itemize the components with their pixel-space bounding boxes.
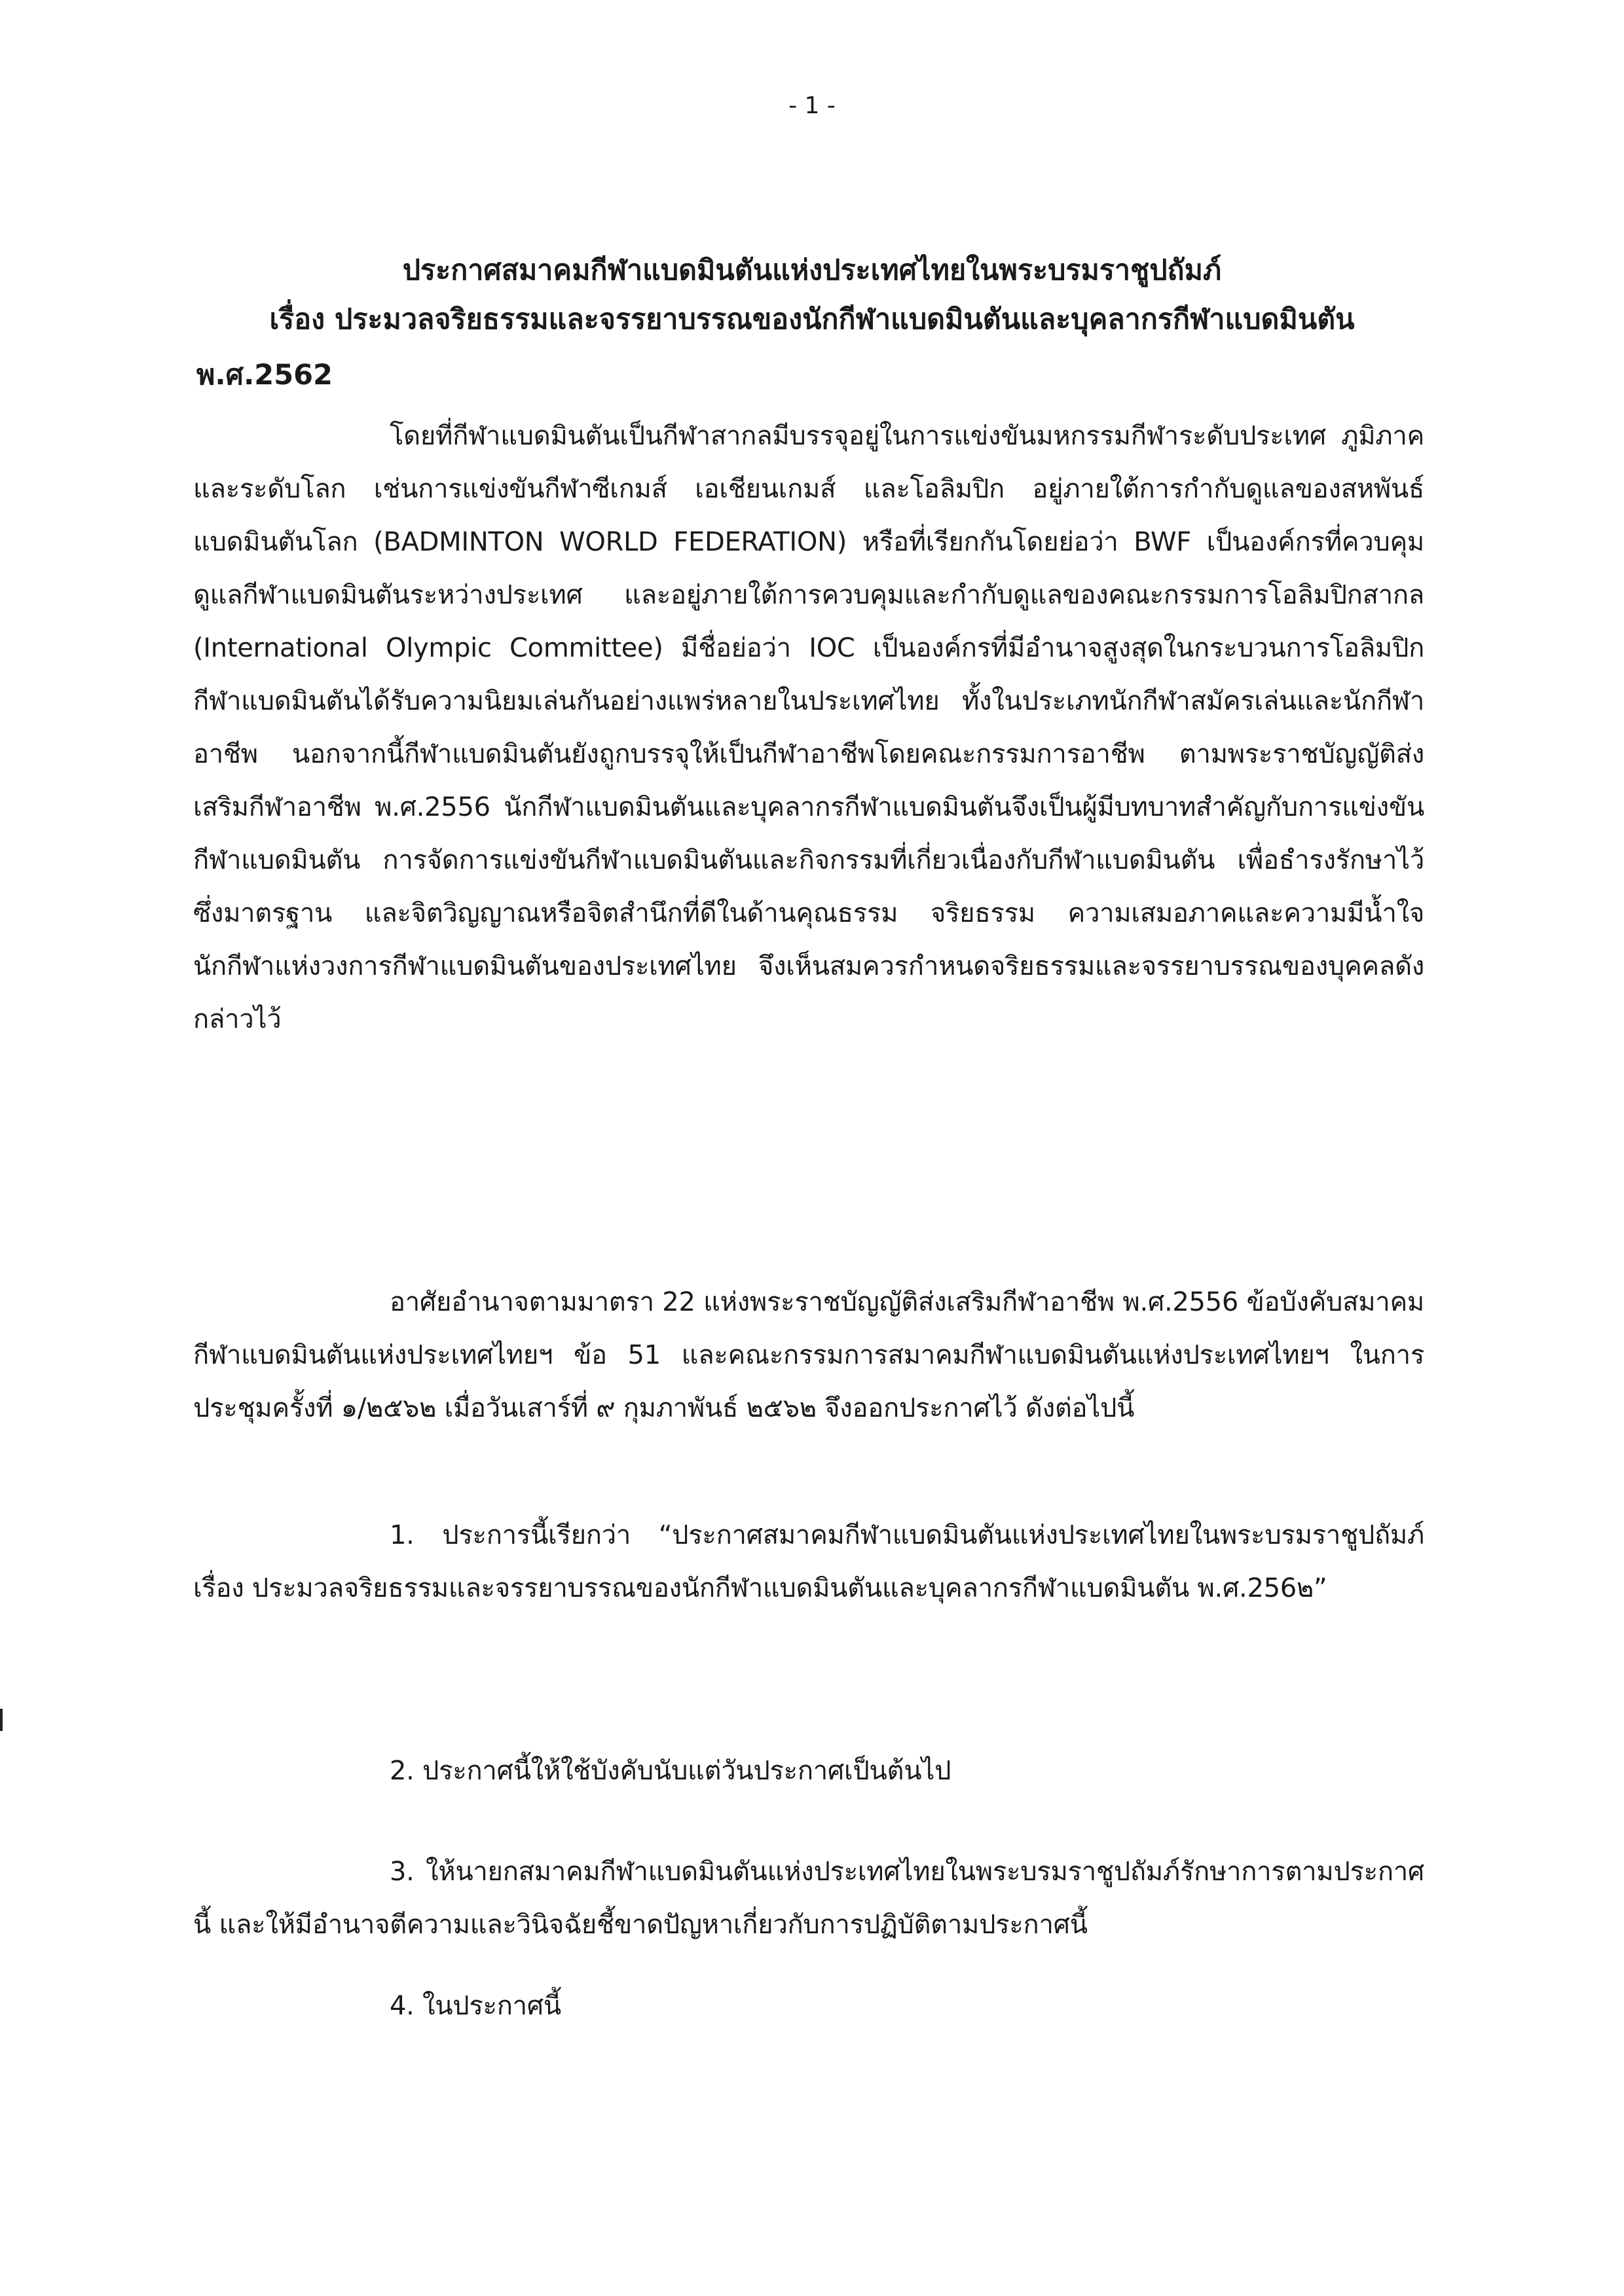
- title-line-1: ประกาศสมาคมกีฬาแบดมินตันแห่งประเทศไทยในพระบรมราชูปถัมภ์: [402, 254, 1222, 287]
- page-number: - 1 -: [788, 92, 836, 119]
- authority-paragraph: อาศัยอำนาจตามมาตรา 22 แห่งพระราชบัญญัติส่งเสริมกีฬาอาชีพ พ.ศ.2556 ข้อบังคับสมาคมกีฬาแบดมินตันแห่งประเทศไทยฯ ข้อ 51 และคณะกรรมการสมาคมกีฬาแบดมินตันแห่งประเทศไทยฯ ในการประชุมครั้งที่ ๑/๒๕๖๒ เมื่อวันเสาร์ที่ ๙ กุมภาพันธ์ ๒๕๖๒ จึงออกประกาศไว้ ดังต่อไปนี้: [193, 1287, 1424, 1423]
- title-line-2: เรื่อง ประมวลจริยธรรมและจรรยาบรรณของนักกีฬาแบดมินตันและบุคลากรกีฬาแบดมินตัน: [269, 303, 1355, 336]
- clause-3: 3. ให้นายกสมาคมกีฬาแบดมินตันแห่งประเทศไทยในพระบรมราชูปถัมภ์รักษาการตามประกาศนี้ และให้มีอำนาจตีความและวินิจฉัยชี้ขาดปัญหาเกี่ยวกับการปฏิบัติตามประกาศนี้: [193, 1857, 1424, 1940]
- scan-edge-mark: [0, 1709, 3, 1731]
- clause-4: 4. ในประกาศนี้: [390, 1991, 561, 2021]
- clause-2: 2. ประกาศนี้ให้ใช้บังคับนับแต่วันประกาศเป็นต้นไป: [390, 1756, 951, 1786]
- title-year: พ.ศ.2562: [196, 359, 333, 392]
- preamble-paragraph: โดยที่กีฬาแบดมินตันเป็นกีฬาสากลมีบรรจุอยู่ในการแข่งขันมหกรรมกีฬาระดับประเทศ ภูมิภาค และระดับโลก เช่นการแข่งขันกีฬาซีเกมส์ เอเชียนเกมส์ และโอลิมปิก อยู่ภายใต้การกำกับดูแลของสหพันธ์แบดมินตันโลก (BADMINTON WORLD FEDERATION) หรือที่เรียกกันโดยย่อว่า BWF เป็นองค์กรที่ควบคุมดูแลกีฬาแบดมินตันระหว่างประเทศ และอยู่ภายใต้การควบคุมและกำกับดูแลของคณะกรรมการโอลิมปิกสากล (International Olympic Committee) มีชื่อย่อว่า IOC เป็นองค์กรที่มีอำนาจสูงสุดในกระบวนการโอลิมปิก กีฬาแบดมินตันได้รับความนิยมเล่นกันอย่างแพร่หลายในประเทศไทย ทั้งในประเภทนักกีฬาสมัครเล่นและนักกีฬาอาชีพ นอกจากนี้กีฬาแบดมินตันยังถูกบรรจุให้เป็นกีฬาอาชีพโดยคณะกรรมการอาชีพ ตามพระราชบัญญัติส่งเสริมกีฬาอาชีพ พ.ศ.2556 นักกีฬาแบดมินตันและบุคลากรกีฬาแบดมินตันจึงเป็นผู้มีบทบาทสำคัญกับการแข่งขันกีฬาแบดมินตัน การจัดการแข่งขันกีฬาแบดมินตันและกิจกรรมที่เกี่ยวเนื่องกับกีฬาแบดมินตัน เพื่อธำรงรักษาไว้ซึ่งมาตรฐาน และจิตวิญญาณหรือจิตสำนึกที่ดีในด้านคุณธรรม จริยธรรม ความเสมอภาคและความมีน้ำใจนักกีฬาแห่งวงการกีฬาแบดมินตันของประเทศไทย จึงเห็นสมควรกำหนดจริยธรรมและจรรยาบรรณของบุคคลดังกล่าวไว้: [193, 421, 1424, 1034]
- clause-1: 1. ประการนี้เรียกว่า “ประกาศสมาคมกีฬาแบดมินตันแห่งประเทศไทยในพระบรมราชูปถัมภ์ เรื่อง ประมวลจริยธรรมและจรรยาบรรณของนักกีฬาแบดมินตันและบุคลากรกีฬาแบดมินตัน พ.ศ.256๒”: [193, 1520, 1424, 1603]
